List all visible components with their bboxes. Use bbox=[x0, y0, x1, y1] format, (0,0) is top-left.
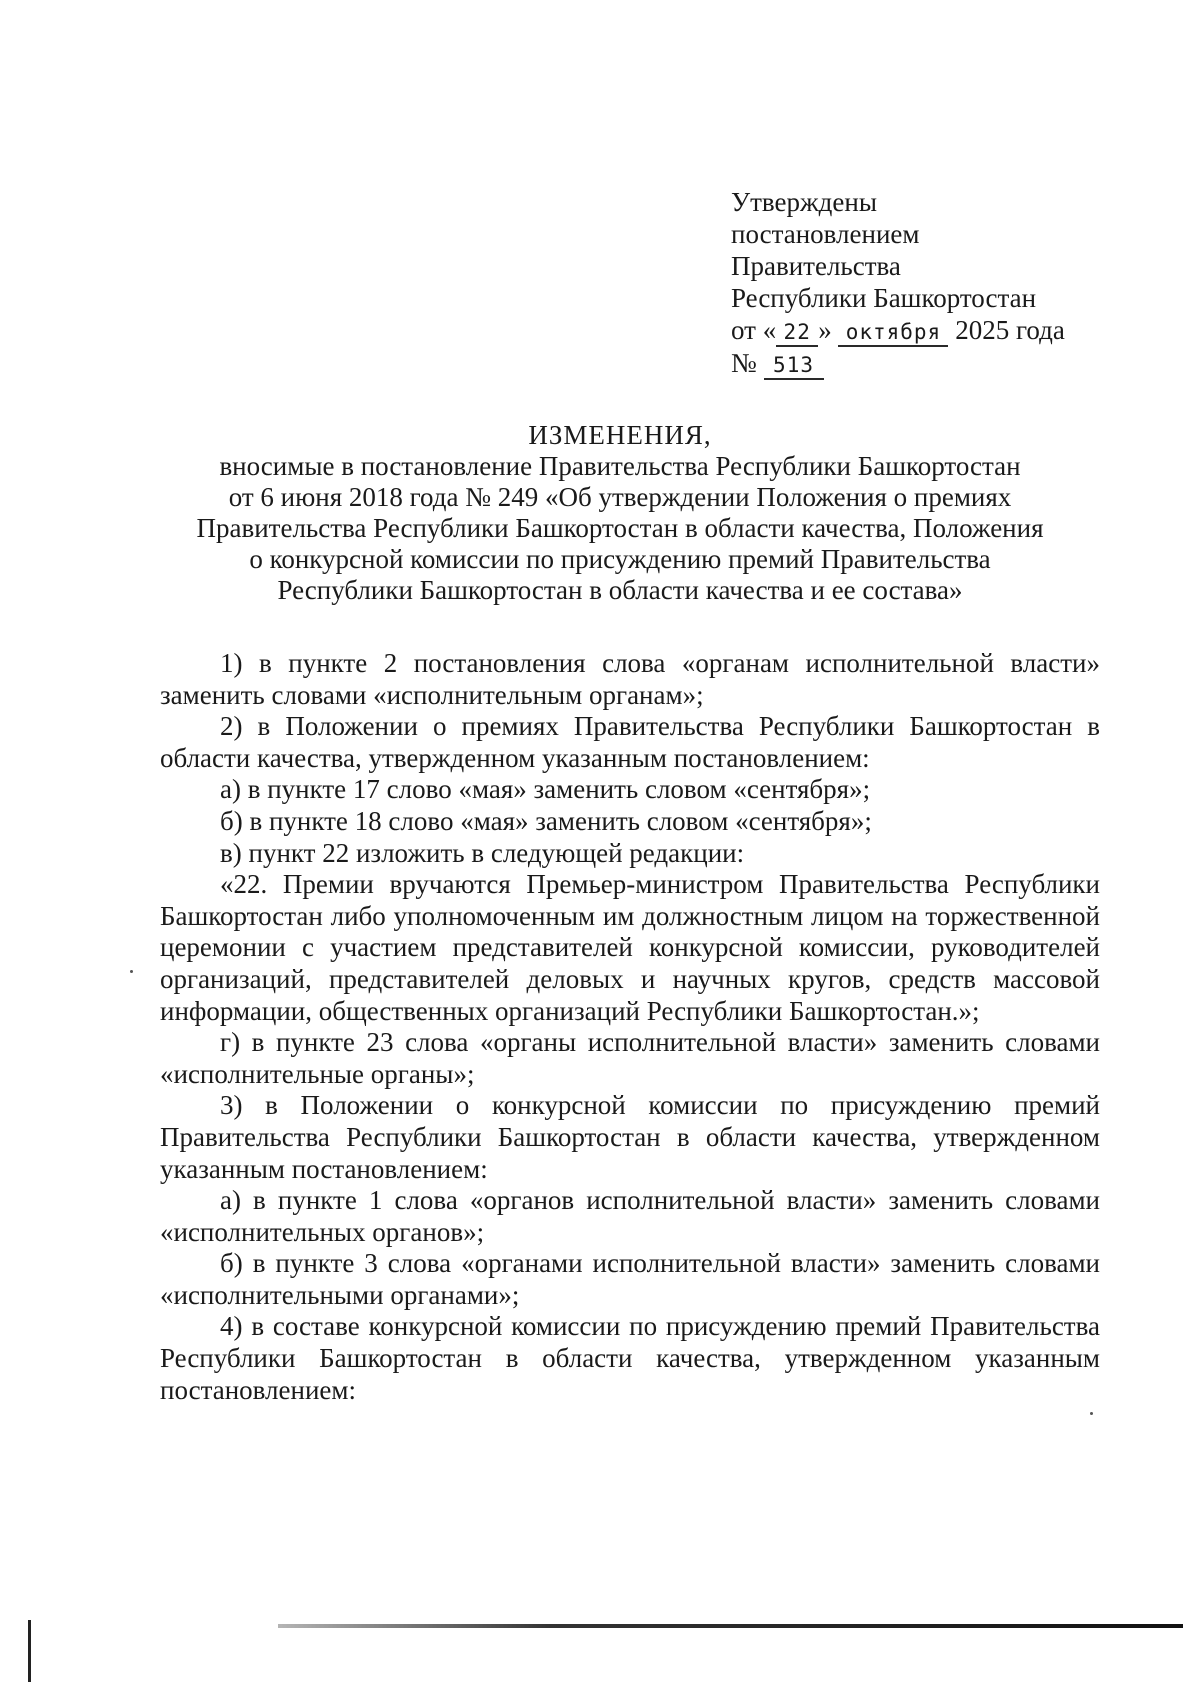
paragraph: 3) в Положении о конкурсной комиссии по присуждению премий Правительства Республики Башкортостан в области качества, утвержденном указанным постановлением: bbox=[160, 1090, 1100, 1184]
paragraph: 4) в составе конкурсной комиссии по присуждению премий Правительства Республики Башкортостан в области качества, утвержденном указанным постановлением: bbox=[160, 1311, 1100, 1405]
paragraph: 1) в пункте 2 постановления слова «органам исполнительной власти» заменить словами «исполнительным органам»; bbox=[160, 648, 1100, 710]
scan-speck bbox=[1090, 1412, 1093, 1415]
date-day: 22 bbox=[776, 319, 818, 347]
approval-line-2: постановлением bbox=[731, 219, 920, 249]
approval-date-line bbox=[731, 314, 1151, 347]
date-month: октября bbox=[838, 319, 948, 347]
title-line-5: Республики Башкортостан в области качества и ее состава» bbox=[277, 575, 963, 605]
paragraph: а) в пункте 1 слова «органов исполнительной власти» заменить словами «исполнительных органов»; bbox=[160, 1185, 1100, 1247]
paragraph: б) в пункте 3 слова «органами исполнительной власти» заменить словами «исполнительными органами»; bbox=[160, 1248, 1100, 1310]
date-prefix: от « bbox=[731, 315, 777, 345]
scan-speck bbox=[130, 970, 133, 973]
approval-line-1: Утверждены bbox=[731, 187, 877, 217]
paragraph: «22. Премии вручаются Премьер-министром Правительства Республики Башкортостан либо уполномоченным им должностным лицом на торжественной церемонии с участием представителей конкурсной комиссии, руководителей организаций, представителей деловых и научных кругов, средств массовой информации, общественных организаций Республики Башкортостан.»; bbox=[160, 869, 1100, 1026]
document-title bbox=[155, 420, 1085, 606]
scan-left-mark bbox=[28, 1620, 31, 1682]
title-line-1: вносимые в постановление Правительства Республики Башкортостан bbox=[219, 451, 1021, 481]
number-prefix: № bbox=[731, 348, 757, 378]
paragraph: в) пункт 22 изложить в следующей редакции: bbox=[220, 837, 745, 868]
approval-line-3: Правительства bbox=[731, 251, 901, 281]
title-line-2: от 6 июня 2018 года № 249 «Об утверждении Положения о премиях bbox=[228, 482, 1012, 512]
scan-bottom-edge bbox=[278, 1624, 1183, 1628]
document-body bbox=[160, 648, 1100, 1406]
paragraph: 2) в Положении о премиях Правительства Республики Башкортостан в области качества, утвержденном указанным постановлением: bbox=[160, 711, 1100, 773]
paragraph: г) в пункте 23 слова «органы исполнительной власти» заменить словами «исполнительные органы»; bbox=[160, 1027, 1100, 1089]
title-line-3: Правительства Республики Башкортостан в области качества, Положения bbox=[196, 513, 1044, 543]
approval-line-4: Республики Башкортостан bbox=[731, 283, 1037, 313]
approval-number-line bbox=[731, 347, 1151, 380]
title-line-4: о конкурсной комиссии по присуждению премий Правительства bbox=[249, 544, 991, 574]
title-heading: ИЗМЕНЕНИЯ, bbox=[528, 420, 712, 450]
approval-stamp bbox=[731, 186, 1151, 380]
date-suffix: 2025 года bbox=[955, 315, 1065, 345]
paragraph: б) в пункте 18 слово «мая» заменить словом «сентября»; bbox=[220, 805, 872, 836]
document-number: 513 bbox=[764, 352, 824, 380]
date-mid: » bbox=[818, 315, 832, 345]
paragraph: а) в пункте 17 слово «мая» заменить словом «сентября»; bbox=[220, 774, 871, 805]
